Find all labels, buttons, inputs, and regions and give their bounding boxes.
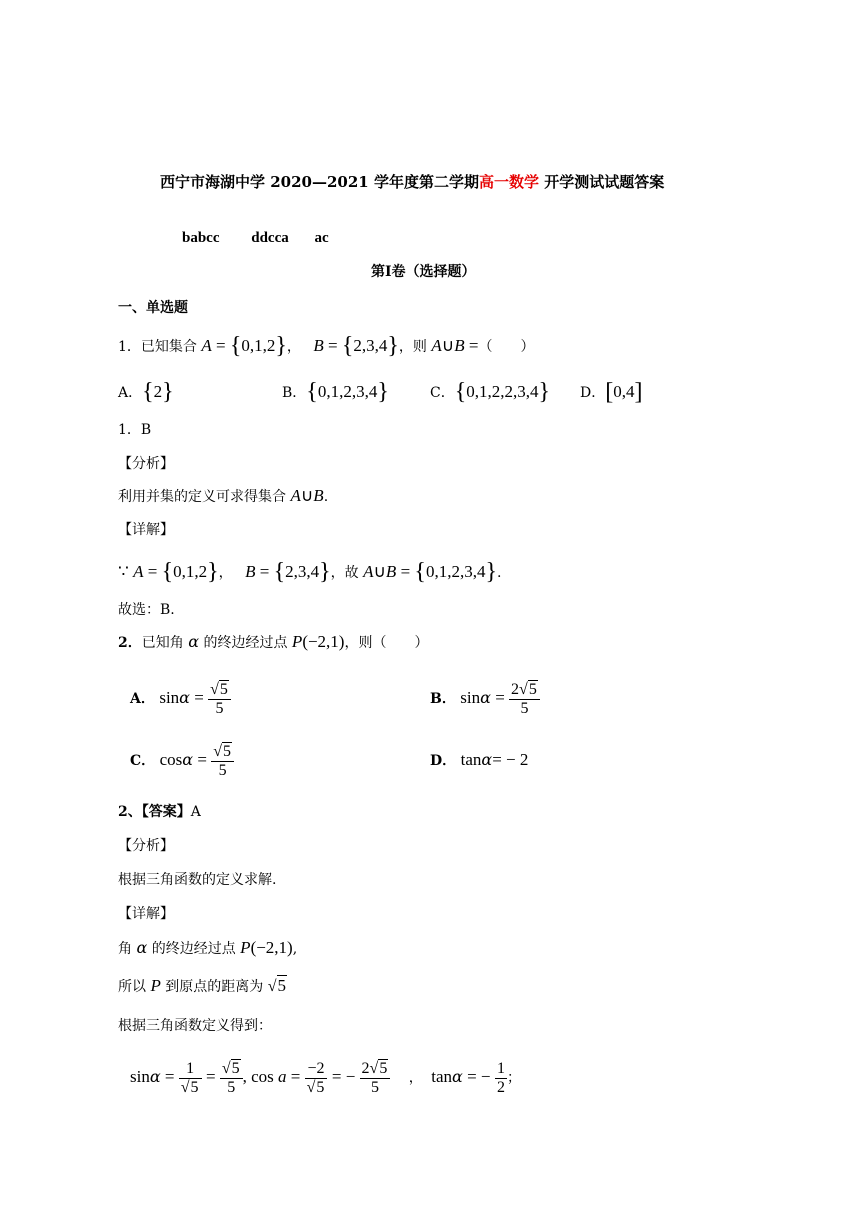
section-title: 第Ⅰ卷（选择题） <box>371 264 476 280</box>
q1-option-c: C．{0,1,2,2,3,4} <box>430 379 551 405</box>
document-title <box>160 172 664 192</box>
answer-key-group: ddcca <box>251 230 289 246</box>
title-highlight: 高一数学 <box>478 173 539 191</box>
q1-detail-head: 【详解】 <box>118 522 174 538</box>
q2-option-a: A． sinα = $\frac{√5}{5}$ <box>130 676 231 720</box>
part-title: 一、单选题 <box>118 300 188 316</box>
q2-detail-formula: sinα = $\frac{1}{√5}$ = $\frac{√5}{5}$ , cos a = $\frac{-2}{√5}$ = − $\frac{2√5}{5}$ ， tanα = − $\frac{1}{2}$ ； <box>130 1059 521 1096</box>
q1-answer: 1．B <box>118 422 152 438</box>
q1-detail-formula: ∵ A = {0,1,2}， B = {2,3,4}，故 A∪B = {0,1,2,3,4}. <box>118 559 502 585</box>
q2-analysis-head: 【分析】 <box>118 838 174 854</box>
q1-analysis-head: 【分析】 <box>118 456 174 472</box>
answer-key-group: ac <box>314 230 329 246</box>
title-prefix: 西宁市海湖中学 2020—2021 学年度第二学期 <box>160 173 479 191</box>
q2-option-d: D． tanα= − 2 <box>430 750 529 769</box>
q2-detail-line2: 所以 P 到原点的距离为 √5 <box>118 976 287 995</box>
answer-key-group: babcc <box>182 230 220 246</box>
q2-detail-head: 【详解】 <box>118 906 174 922</box>
q1-option-d: D．[0,4] <box>580 379 643 405</box>
q2-option-c: C． cosα = $\frac{√5}{5}$ <box>130 738 234 782</box>
answer-key <box>182 228 329 248</box>
q1-choice: 故选：B. <box>118 602 175 618</box>
q1-stem-prefix: 1．已知集合 <box>118 339 197 355</box>
q1-stem: 1．已知集合 A = {0,1,2}， B = {2,3,4}，则 A∪B =（ ） <box>118 333 535 359</box>
q2-analysis-text: 根据三角函数的定义求解. <box>118 872 277 888</box>
title-suffix: 开学测试试题答案 <box>538 173 665 191</box>
q1-option-a: A．{2} <box>118 379 174 405</box>
q2-stem: 2．已知角 α 的终边经过点 P(−2,1)，则（ ） <box>118 632 429 651</box>
q1-option-b: B．{0,1,2,3,4} <box>282 379 389 405</box>
q2-detail-line3: 根据三角函数定义得到： <box>118 1018 272 1034</box>
q2-option-b: B． sinα = $\frac{2√5}{5}$ <box>430 676 540 720</box>
q2-answer: 2、【答案】A <box>118 804 201 820</box>
q2-detail-line1: 角 α 的终边经过点 P(−2,1), <box>118 938 298 957</box>
q1-analysis-text: 利用并集的定义可求得集合 A∪B. <box>118 486 329 505</box>
